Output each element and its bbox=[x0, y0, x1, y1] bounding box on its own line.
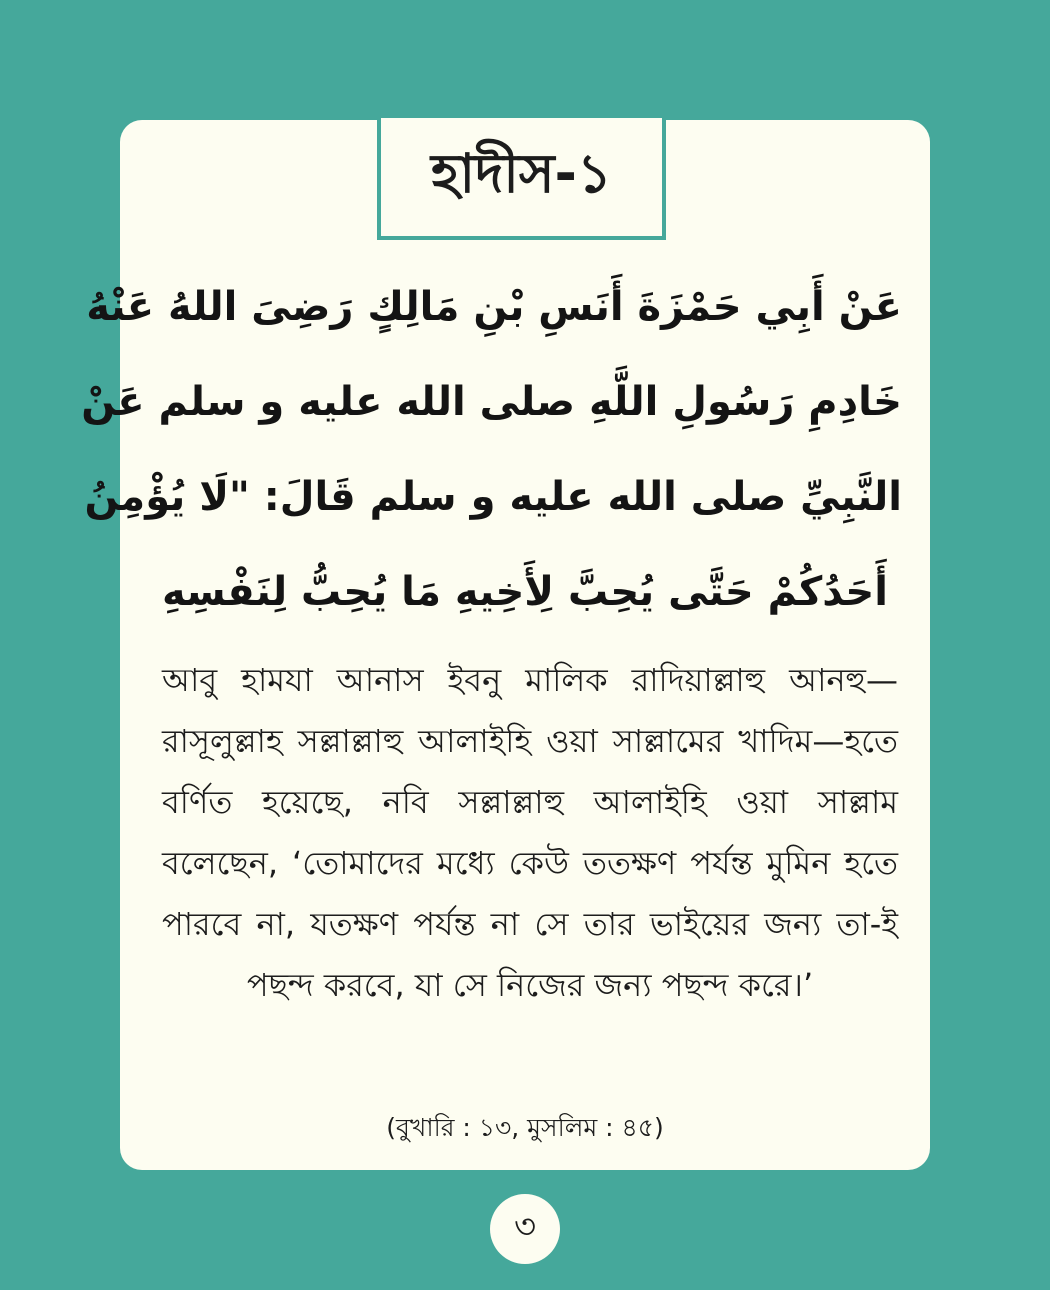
hadith-reference: (বুখারি : ১৩, মুসলিম : ৪৫) bbox=[386, 1113, 664, 1142]
bangla-translation: আবু হামযা আনাস ইবনু মালিক রাদিয়াল্লাহু আনহু—রাসূলুল্লাহ সল্লাল্লাহু আলাইহি ওয়া সাল্লামের খাদিম—হতে বর্ণিত হয়েছে, নবি সল্লাল্লাহু আলাইহি ওয়া সাল্লাম বলেছেন, ‘তোমাদের মধ্যে কেউ ততক্ষণ পর্যন্ত মুমিন হতে পারবে না, যতক্ষণ পর্যন্ত না সে তার ভাইয়ের জন্য তা-ই পছন্দ করবে, যা সে নিজের জন্য পছন্দ করে।’ bbox=[162, 661, 898, 1004]
arabic-line: عَنْ أَبِي حَمْزَةَ أَنَسِ بْنِ مَالِكٍ رَضِىَ اللهُ عَنْهُ bbox=[86, 284, 902, 330]
page-number-badge bbox=[490, 1194, 560, 1264]
arabic-line: خَادِمِ رَسُولِ اللَّهِ صلى الله عليه و سلم عَنْ bbox=[81, 379, 902, 425]
title-box bbox=[377, 118, 666, 240]
hadith-card bbox=[81, 120, 930, 1170]
arabic-line: النَّبِيِّ صلى الله عليه و سلم قَالَ: "لَا يُؤْمِنُ bbox=[84, 474, 902, 520]
page-number: ৩ bbox=[513, 1206, 537, 1247]
arabic-text bbox=[81, 260, 902, 640]
arabic-line: أَحَدُكُمْ حَتَّى يُحِبَّ لِأَخِيهِ مَا يُحِبُّ لِنَفْسِهِ bbox=[162, 569, 888, 615]
page-title: হাদীস-১ bbox=[431, 142, 612, 205]
